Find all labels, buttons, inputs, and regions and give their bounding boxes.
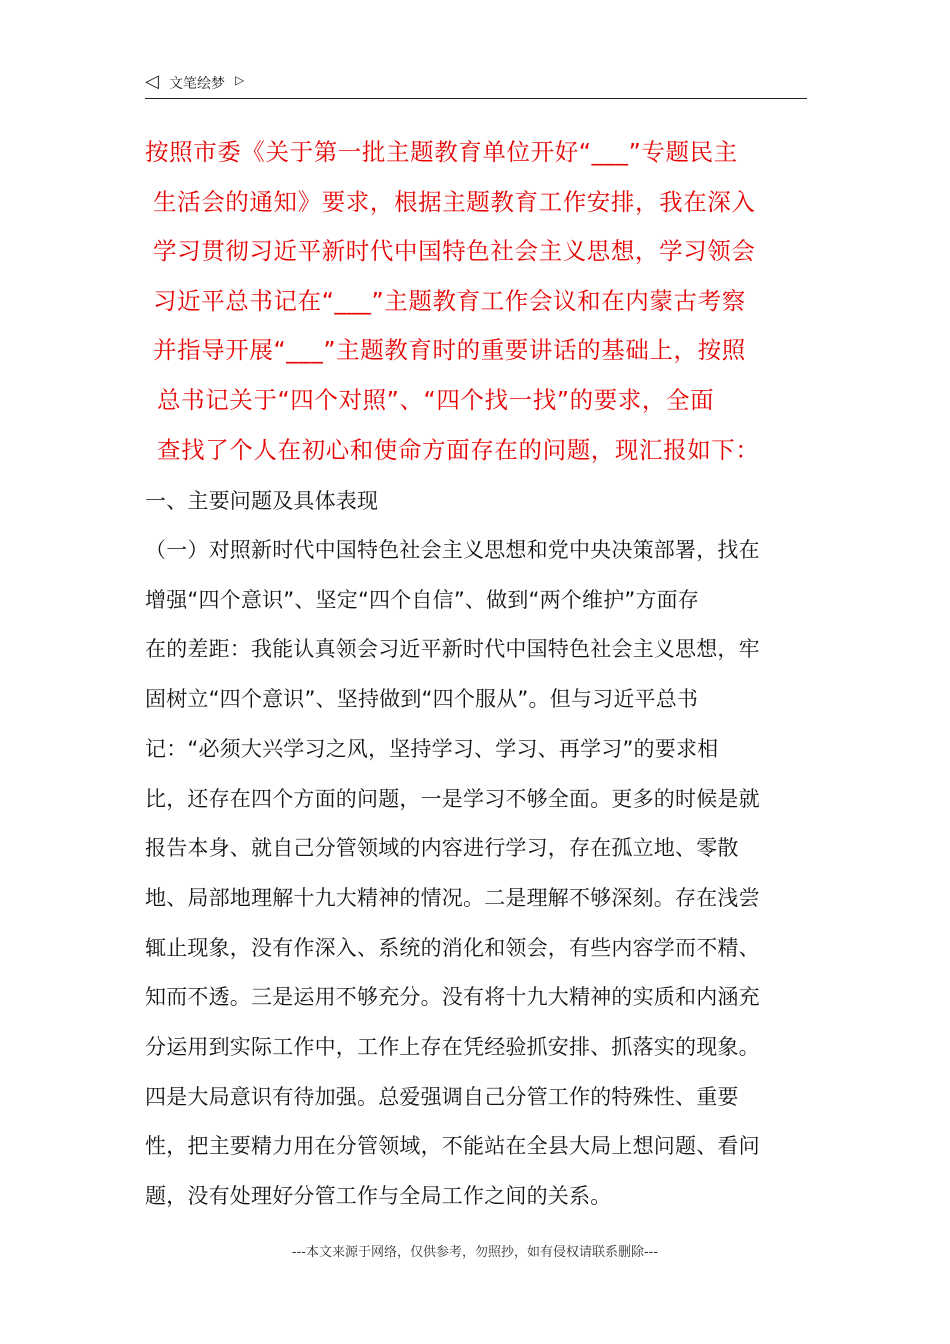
header-title: 文笔绘梦 bbox=[169, 76, 225, 92]
body-line: 固树立“四个意识”、坚持做到“四个服从”。但与习近平总书 bbox=[145, 687, 699, 712]
intro-line: 生活会的通知》要求，根据主题教育工作安排，我在深入 bbox=[153, 187, 756, 216]
body-line: （一）对照新时代中国特色社会主义思想和党中央决策部署，找在 bbox=[145, 538, 760, 562]
body-line: 记：“必须大兴学习之风，坚持学习、学习、再学习”的要求相 bbox=[145, 736, 719, 761]
intro-line: 按照市委《关于第一批主题教育单位开好“___”专题民主 bbox=[145, 138, 738, 166]
intro-line: 查找了个人在初心和使命方面存在的问题，现汇报如下： bbox=[157, 435, 760, 464]
page-header bbox=[145, 70, 807, 99]
body-line: 知而不透。三是运用不够充分。没有将十九大精神的实质和内涵充 bbox=[145, 985, 760, 1010]
intro-paragraph bbox=[145, 128, 815, 475]
triangle-right-icon: ▷ bbox=[235, 73, 245, 87]
body-line: 辄止现象，没有作深入、系统的消化和领会，有些内容学而不精、 bbox=[145, 935, 760, 960]
body-line: 在的差距：我能认真领会习近平新时代中国特色社会主义思想，牢 bbox=[145, 637, 760, 662]
body-line: 增强“四个意识”、坚定“四个自信”、做到“两个维护”方面存 bbox=[145, 587, 700, 612]
intro-line: 习近平总书记在“___”主题教育工作会议和在内蒙古考察 bbox=[153, 286, 746, 315]
body-line: 报告本身、就自己分管领域的内容进行学习，存在孤立地、零散 bbox=[145, 836, 739, 861]
body-line: 比，还存在四个方面的问题，一是学习不够全面。更多的时候是就 bbox=[145, 786, 760, 811]
body-paragraph bbox=[145, 526, 815, 1222]
footer-disclaimer: ---本文来源于网络，仅供参考，勿照抄，如有侵权请联系删除--- bbox=[291, 1245, 659, 1260]
intro-line: 学习贯彻习近平新时代中国特色社会主义思想，学习领会 bbox=[153, 237, 756, 266]
intro-line: 总书记关于“四个对照”、“四个找一找”的要求，全面 bbox=[157, 385, 715, 414]
body-line: 分运用到实际工作中，工作上存在凭经验抓安排、抓落实的现象。 bbox=[145, 1035, 760, 1060]
body-line: 地、局部地理解十九大精神的情况。二是理解不够深刻。存在浅尝 bbox=[145, 885, 760, 910]
body-line: 题，没有处理好分管工作与全局工作之间的关系。 bbox=[145, 1184, 612, 1209]
section-title: 一、主要问题及具体表现 bbox=[145, 489, 379, 513]
triangle-left-icon: ◁ bbox=[145, 71, 159, 92]
intro-line: 并指导开展“___”主题教育时的重要讲话的基础上，按照 bbox=[153, 336, 746, 365]
body-line: 性，把主要精力用在分管领域，不能站在全县大局上想问题、看问 bbox=[145, 1134, 760, 1159]
body-line: 四是大局意识有待加强。总爱强调自己分管工作的特殊性、重要 bbox=[145, 1084, 739, 1109]
